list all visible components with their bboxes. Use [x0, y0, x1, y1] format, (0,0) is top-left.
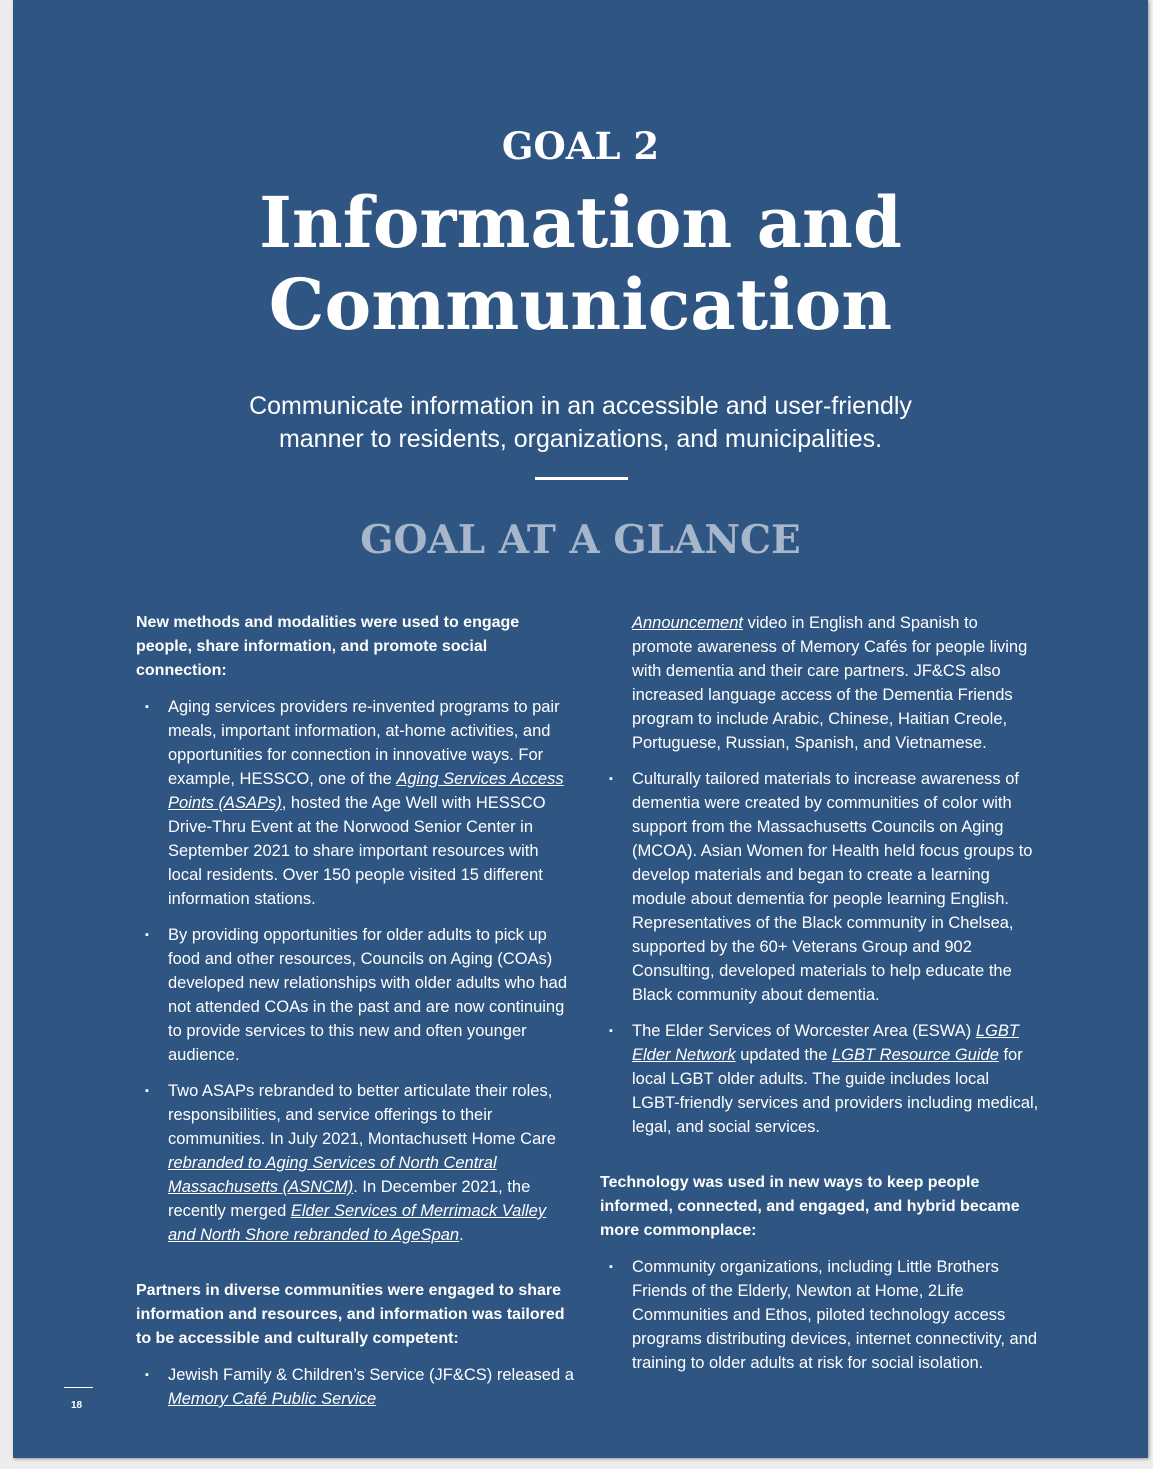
memory-cafe-link[interactable]: Memory Café Public Service — [168, 1390, 377, 1408]
section-heading-technology: Technology was used in new ways to keep people informed, connected, and engaged, and hybrid became more commonplace: — [600, 1174, 1020, 1239]
list-item — [600, 611, 1040, 755]
bullet-text: Community organizations, including Little Brothers Friends of the Elderly, Newton at Home, 2Life Communities and Ethos, piloted technology access programs distributing devices, internet connectivity, and training to older adults at risk for social isolation. — [632, 1258, 1038, 1372]
bullet-text: Culturally tailored materials to increase awareness of dementia were created by communities of color with support from the Massachusetts Councils on Aging (MCOA). Asian Women for Health held focus groups to develop materials and began to create a learning module about dementia for people learning English. Representatives of the Black community in Chelsea, supported by the 60+ Veterans Group and 902 Consulting, developed materials to help educate the Black community about dementia. — [632, 770, 1033, 1004]
bullet-text: for local LGBT older adults. The guide includes local LGBT-friendly services and providers including medical, legal, and social services. — [632, 1046, 1039, 1136]
bullet-text: updated the — [735, 1046, 832, 1064]
list-item — [600, 1019, 1040, 1139]
document-page — [13, 0, 1148, 1458]
bullet-text: Jewish Family & Children’s Service (JF&CS) released a — [168, 1366, 574, 1384]
asap-link[interactable]: Aging Services Access Points (ASAPs) — [168, 770, 564, 812]
lgbt-elder-network-link[interactable]: LGBT Elder Network — [632, 1022, 1019, 1064]
methods-list — [136, 695, 576, 1247]
bullet-text: video in English and Spanish to promote awareness of Memory Cafés for people living with dementia and their care partners. JF&CS also increased language access of the Dementia Friends program to include Arabic, Chinese, Haitian Creole, Portuguese, Russian, Spanish, and Vietnamese. — [632, 614, 1028, 752]
bullet-text: Two ASAPs rebranded to better articulate their roles, responsibilities, and service offerings to their communities. In July 2021, Montachusett Home Care — [168, 1082, 556, 1148]
bullet-text: By providing opportunities for older adults to pick up food and other resources, Councils on Aging (COAs) developed new relationships with older adults who had not attended COAs in the past and are now continuing to provide services to this new and often younger audience. — [168, 926, 568, 1064]
title-line-1: Information and — [259, 181, 902, 264]
partners-list-continued — [600, 611, 1040, 1139]
goal-label: GOAL 2 — [501, 124, 660, 168]
left-column — [136, 611, 576, 1423]
list-item — [600, 767, 1040, 1007]
section-heading-methods: New methods and modalities were used to engage people, share information, and promote social connection: — [136, 614, 520, 679]
partners-list — [136, 1363, 576, 1411]
goal-at-a-glance-heading: GOAL AT A GLANCE — [360, 517, 801, 563]
bullet-text: , hosted the Age Well with HESSCO Drive-Thru Event at the Norwood Senior Center in September 2021 to share important resources with local residents. Over 150 people visited 15 different information stations. — [168, 794, 546, 908]
list-item — [136, 1363, 576, 1411]
asncm-link[interactable]: rebranded to Aging Services of North Central Massachusetts (ASNCM) — [168, 1154, 497, 1196]
subtitle-line-1: Communicate information in an accessible and user-friendly — [249, 392, 912, 420]
page-number-rule — [64, 1387, 93, 1388]
list-item — [600, 1255, 1040, 1375]
list-item — [136, 695, 576, 911]
list-item — [136, 1079, 576, 1247]
agespan-link[interactable]: Elder Services of Merrimack Valley and North Shore rebranded to AgeSpan — [168, 1202, 547, 1244]
technology-list — [600, 1255, 1040, 1375]
page-number: 18 — [71, 1400, 83, 1411]
bullet-text: The Elder Services of Worcester Area (ESWA) — [632, 1022, 976, 1040]
goal-subtitle — [163, 390, 998, 456]
list-item — [136, 923, 576, 1067]
subtitle-line-2: manner to residents, organizations, and municipalities. — [278, 425, 883, 453]
lgbt-resource-guide-link[interactable]: LGBT Resource Guide — [831, 1046, 999, 1064]
page-title — [13, 182, 1148, 346]
title-divider — [535, 477, 628, 480]
bullet-text: Aging services providers re-invented programs to pair meals, important information, at-home activities, and opportunities for connection in innovative ways. For example, HESSCO, one of the — [168, 698, 560, 788]
right-column — [600, 611, 1040, 1387]
title-line-2: Communication — [268, 263, 893, 346]
section-heading-partners: Partners in diverse communities were engaged to share information and resources, and information was tailored to be accessible and culturally competent: — [136, 1282, 565, 1347]
bullet-text: . In December 2021, the recently merged — [168, 1178, 531, 1220]
bullet-text: . — [459, 1226, 464, 1244]
announcement-link[interactable]: Announcement — [632, 614, 743, 632]
